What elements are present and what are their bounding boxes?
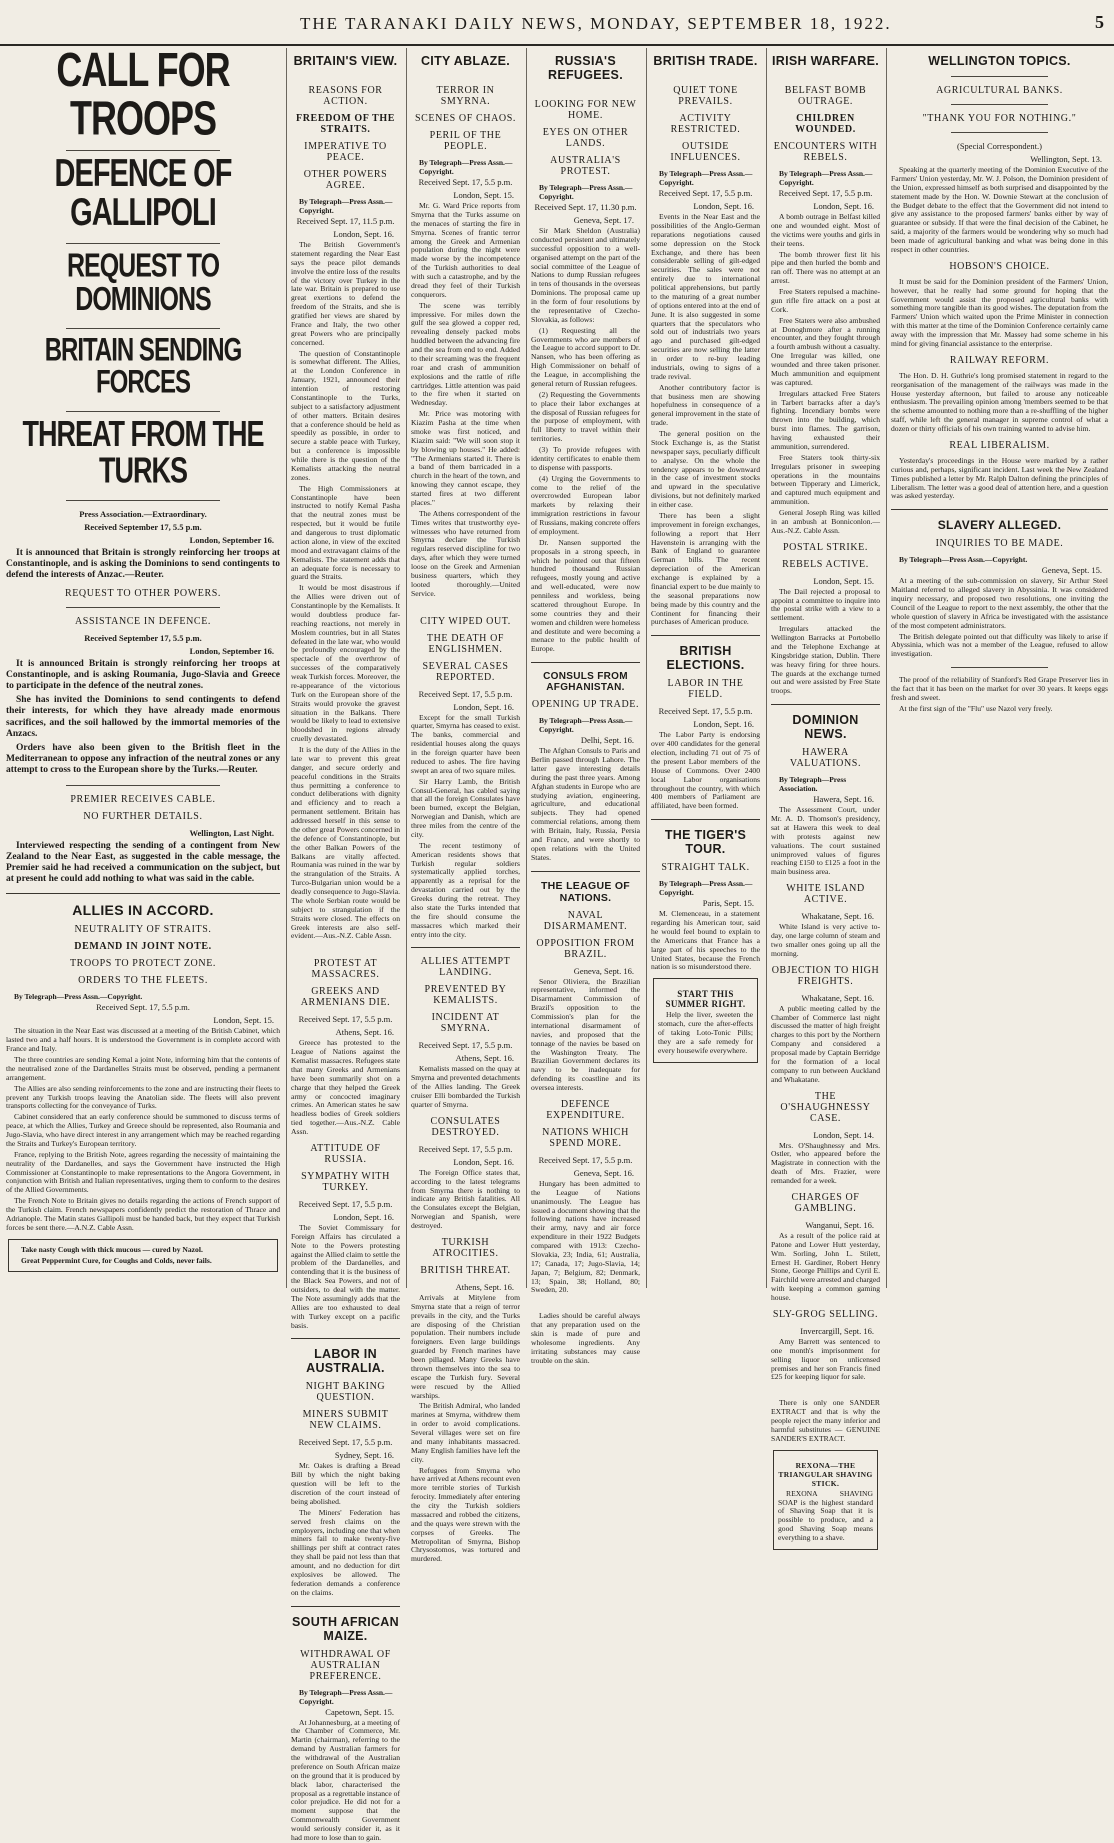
article-paragraph: Free Staters took thirty-six Irregulars prisoner in sweeping operations in the mountains between Tipperary and Limerick, and captured much equipment and ammunition. — [771, 452, 880, 507]
column-4 — [526, 48, 644, 1365]
article-paragraph: It would be most disastrous if the Allies were driven out of Constantinople by the Kemalists. It would doubtless produce far-reaching reactions, not merely in Moslem countries, but in all States defeated in the late war, who would be profoundly encouraged by the spectacle of the overthrow of successes of the comparatively weak Turkish forces. Moreover, the re-appearance of the victorious Turk on the European shore of the Straits would provoke the gravest situation in the Balkans. There would be likely to lead to extensive bloodshed in regions already cruelly devastated. — [291, 583, 400, 744]
subheading: THE O'SHAUGHNESSY CASE. — [780, 1090, 871, 1124]
subheading: ALLIES ATTEMPT LANDING. — [420, 956, 511, 979]
divider — [66, 411, 220, 412]
divider — [951, 104, 1048, 105]
article-paragraph: Mr. G. Ward Price reports from Smyrna that the Turks assume on the menaces of starting the fire in Smyrna. Scenes of frantic terror among the Greek and Armenian population during the night were made worse by the incompetence of the Turkish authorities to deal with such a catastrophe, and by the dread they feel of their Turkish conquerors. — [411, 201, 520, 299]
article-paragraph: The situation in the Near East was discussed at a meeting of the British Cabinet, which lasted two and a half hours. It is understood the Government is in complete accord with France and Italy. — [6, 1026, 280, 1054]
dateline: London, Sept. 16. — [693, 201, 754, 211]
section-heading: SLAVERY ALLEGED. — [937, 518, 1062, 533]
advertisement — [653, 978, 758, 1062]
byline: By Telegraph—Press Assn.—Copyright. — [659, 169, 753, 187]
subheading: OPPOSITION FROM BRAZIL. — [536, 937, 635, 960]
advertisement-text: At the first sign of the "Flu" use Nazol very freely. — [899, 703, 1053, 713]
article-paragraph: The Labor Party is endorsing over 400 candidates for the general election, including 71 out of 75 of the present Labor members of the House of Commons. Over 2400 local Labor organisations throughout the country, with which 400 members of Parliament are affiliated, have been formed. — [651, 730, 760, 811]
article-paragraph: Mrs. O'Shaughnessy and Mrs. Ostler, who appeared before the Magistrate in connection with the death of Mrs. Frazier, were remanded for a week. — [771, 1140, 880, 1185]
received-time: Received Sept. 17, 5.5 p.m. — [418, 1143, 513, 1154]
subheading: NAVAL DISARMAMENT. — [543, 909, 628, 932]
received-time: Received Sept. 17, 5.5 p.m. — [96, 1002, 190, 1013]
divider — [66, 243, 220, 244]
received-time: Received Sept. 17, 5.5 p.m. — [298, 1198, 393, 1209]
article-paragraph: The Miners' Federation has served fresh claims on the employers, including one that when miners fail to make twenty-five shillings per shift at contract rates they shall be paid not less than that amount, and no deduction for dirt explosives be allowed. The federation demands a conference on the claims. — [291, 1507, 400, 1597]
article-paragraph: The British Government's statement regarding the Near East says the peace pilot demands involve the entire loss of the results of the victory over Turkey in the late war. Britain is prepared to use great exertions to defend the freedom of the Straits, and she is gratified her views are shared by France and Italy, the two other great Powers who are principally concerned. — [291, 240, 400, 347]
subheading: QUIET TONE PREVAILS. — [673, 85, 738, 107]
dateline: Delhi, Sept. 16. — [580, 735, 634, 746]
dateline: Wellington, Last Night. — [189, 827, 274, 838]
section-heading: SOUTH AFRICAN MAIZE. — [292, 1614, 399, 1643]
received-time: Received Sept. 17, 5.5 p.m. — [658, 706, 753, 717]
subheading: DEMAND IN JOINT NOTE. — [74, 941, 212, 953]
byline: By Telegraph—Press Assn.—Copyright. — [299, 197, 393, 215]
divider — [771, 704, 880, 705]
article-paragraph: It is the duty of the Allies in the late war to prevent this great danger, and secure orderly and peaceful conditions in the Straits thus permitting a conference to conduct deliberations with dignity and efficiency and to reach a permanent settlement. Britain has addressed herself in this sense to the other great Powers concerned in the defence of Constantinople, but the other Balkan Powers of the Balkans are vitally affected. Roumania was ruined in the war by the strangulation of the Straits. A Turco-Bulgarian union would be a deadly consequence to Jugo-Slavia. The whole Serbian route would be subject to strangulation if the Straits were closed. The effects on Greek interests are also self-evident.—Aus.-N.Z. Cable Assn. — [291, 745, 401, 941]
byline: (Special Correspondent.) — [957, 141, 1042, 151]
article-paragraph: It is announced that Britain is strongly reinforcing her troops at Constantinople, and is asking the Dominions to send contingents to defend the interests of Anzac.—Reuter. — [6, 548, 280, 581]
divider — [951, 667, 1048, 668]
article-paragraph: Irregulars attacked the Wellington Barracks at Portobello and the Telephone Exchange at Kingsbridge station, Dublin. There was heavy firing for three hours. The guards at the exchange turned out and were assisted by Free State troops. — [771, 624, 880, 696]
article-paragraph: France, replying to the British Note, agrees regarding the necessity of maintaining the neutrality of the Dardanelles, and says the Government have instructed the High Commissioner at Constantinople to make representations to the Angora Government, in conjunction with British and Italian representatives, urging them to conform to the desires of the Allied Governments. — [6, 1149, 280, 1195]
article-paragraph: Except for the small Turkish quarter, Smyrna has ceased to exist. The banks, commercial and residential houses along the quays in the foreign quarter have been reduced to ashes. The fire having swept an area of two square miles. — [411, 712, 520, 775]
dateline: Whakatane, Sept. 16. — [801, 911, 874, 922]
section-heading: ALLIES IN ACCORD. — [72, 902, 214, 919]
section-heading: LABOR IN AUSTRALIA. — [306, 1347, 385, 1376]
article-paragraph: The scene was terribly impressive. For miles down the gulf the sea glowed a copper red, revealing densely packed mobs huddled between the advancing fire and the sea from end to end. Added to their screaming was the frequent roar and crash of ammunition explosions and the rattle of rifle cartridges. Little attention was paid to the fire when it started on Wednesday. — [411, 300, 520, 408]
subheading: OBJECTION TO HIGH FREIGHTS. — [771, 964, 880, 987]
subheading: IMPERATIVE TO PEACE. — [304, 141, 387, 163]
dateline: Geneva, Sept. 17. — [573, 215, 634, 225]
subheading: WITHDRAWAL OF AUSTRALIAN PREFERENCE. — [300, 1648, 391, 1682]
divider — [66, 785, 220, 786]
section-heading: CONSULS FROM AFGHANISTAN. — [543, 671, 628, 694]
subheading: BELFAST BOMB OUTRAGE. — [784, 85, 867, 107]
article-paragraph: The Hon. D. H. Guthrie's long promised statement in regard to the reorganisation of the management of the railways was made in the House yesterday afternoon, but failed to arouse any noticeable enthusiasm. The prevailing opinion among 'members seemed to be that the scheme amounted to nothing more than a re-shuffling of the higher staff, while left the general manager in supreme control of what a dozen or thirty officials of his own training wanted to advise him. — [891, 370, 1108, 433]
article-paragraph: There has been a slight improvement in foreign exchanges, following a report that Herr Havenstein is arranging with the Bank of England to guarantee German bills. The recent depreciation of the American exchange is explained by a financial expert to be due mainly to the seasonal preparations now being made by this country and the Continent for financing their purchases of American produce. — [651, 510, 760, 627]
subheading: NO FURTHER DETAILS. — [83, 810, 203, 822]
column-headline: BRITISH TRADE. — [653, 54, 758, 68]
article-paragraph: (3) To provide refugees with identity certificates to enable them to dispense with passports. — [531, 445, 640, 472]
subheading: MINERS SUBMIT NEW CLAIMS. — [302, 1409, 389, 1432]
dateline: Athens, Sept. 16. — [455, 1281, 514, 1292]
article-paragraph: The Athens correspondent of the Times writes that trustworthy eye-witnesses who have returned from Smyrna declare the Turkish regulars reserved discipline for two days, after which they were turned loose on the Greek and Armenian business quarters, which they looted thoroughly.—United Service. — [411, 508, 520, 598]
divider — [651, 819, 760, 820]
subheading: THE DEATH OF ENGLISHMEN. — [426, 632, 505, 655]
article-paragraph: White Island is very active to-day, one large column of steam and two smaller ones going up all the morning. — [771, 922, 880, 958]
subheading: POSTAL STRIKE. — [782, 541, 868, 553]
divider — [951, 132, 1048, 133]
article-paragraph: Another contributory factor is that business men are showing hopefulness in consequence of a general improvement in the state of trade. — [651, 382, 760, 428]
article-paragraph: The High Commissioners at Constantinople have been instructed to notify Kemal Pasha that the neutral zones must be respected, but it would be futile and dangerous to trust diplomatic action alone, in view of the excited mood and extravagant claims of the Kemalists. The statement adds that an adequate force is necessary to guard the Straits. — [291, 483, 400, 582]
advertisement-text: Take nasty Cough with thick mucous — cured by Nazol. — [21, 1244, 203, 1254]
dateline: London, Sept. 16. — [453, 1156, 514, 1167]
subheading: ACTIVITY RESTRICTED. — [670, 113, 741, 135]
headline-threat-from-turks: THREAT FROM THE TURKS — [22, 413, 264, 491]
article-paragraph: Amy Barrett was sentenced to one month's imprisonment for selling liquor on unlicensed premises and her son Francis fined £25 for keeping liquor for sale. — [771, 1336, 880, 1382]
dateline: Geneva, Sept. 16. — [573, 1167, 634, 1178]
article-paragraph: The French Note to Britain gives no details regarding the actions of French support of the Turkish claim. French newspapers confidently predict the restoration of Thrace and Adrianople. The Matin states Gallipoli must be handed back, but they expect that Turkish forces be sent there.—A.N.Z. Cable Assn. — [6, 1196, 280, 1232]
byline: Press Association.—Extraordinary. — [79, 509, 207, 519]
dateline: Wellington, Sept. 13. — [1030, 154, 1102, 164]
dateline: Whakatane, Sept. 16. — [801, 992, 874, 1003]
article-paragraph: At a meeting of the sub-commission on slavery, Sir Arthur Steel Maitland referred to alleged slavery in Abyssinia. It was considered inquiry necessary, and proposed two resolutions, one inviting the Council of the League to report to the next assembly, the other that the whole question of slavery in Africa be investigated with the assistance of the most competent administrators. — [891, 576, 1108, 630]
column-3 — [406, 48, 524, 1564]
section-heading: THE TIGER'S TOUR. — [664, 828, 747, 857]
byline: By Telegraph—Press Assn.—Copyright. — [14, 992, 143, 1002]
divider — [411, 947, 520, 948]
divider — [951, 76, 1048, 77]
article-paragraph: Arrivals at Mitylene from Smyrna state that a reign of terror prevails in the city, and the Turks are disposing of the Christian population. Their numbers include foreigners. Even large buildings guarded by French marines have been pillaged. Many Greeks have thrown themselves into the sea to escape the Turkish fury. Several were rescued by the Allied warships. — [411, 1292, 520, 1400]
article-paragraph: At Johannesburg, at a meeting of the Chamber of Commerce, Mr. Martin (chairman), referring to the demand by Australian farmers for the withdrawal of the Australian preference on South African maize on the ground that it is produced by black labor, characterised the proposal as a regrettable instance of color prejudice. He did not for a moment suppose that the Commonwealth Government would seriously consider it, as it had more to lose than to gain. — [291, 1717, 401, 1842]
subheading: INQUIRIES TO BE MADE. — [935, 538, 1064, 550]
received-time: Received Sept. 17, 5.5 p.m. — [298, 1437, 393, 1448]
subheading: INCIDENT AT SMYRNA. — [431, 1012, 500, 1035]
article-paragraph: The question of Constantinople is somewhat different. The Allies, at the London Conference in January, 1921, announced their intention of restoring Constantinople to the Turks, subject to a satisfactory adjustment of other matters. Britain desires that a conference should be held as speedily as possible, in order to secure a stable peace with Turkey, but a conference is impossible while there is the question of the Kemalists attacking the neutral zones. — [291, 348, 400, 482]
subheading: AGRICULTURAL BANKS. — [936, 85, 1063, 96]
subheading: FREEDOM OF THE STRAITS. — [296, 113, 395, 135]
dateline: London, September 16. — [189, 535, 274, 545]
article-paragraph: Free Staters repulsed a machine-gun rifle fire attack on a post at Cork. — [771, 287, 880, 314]
article-paragraph: The recent testimony of American residents shows that Turkish regular soldiers systematically applied torches, apparently as a reprisal for the devastation carried out by the Greeks during the retreat. They also state the Turks intended that the fire should consume the massacres which marked their entry into the city. — [411, 840, 520, 939]
column-6 — [766, 48, 884, 1542]
subheading: OTHER POWERS AGREE. — [303, 169, 388, 191]
subheading: PREMIER RECEIVES CABLE. — [70, 793, 216, 805]
article-paragraph: Mr. Oakes is drafting a Bread Bill by which the night baking question will be left to the discretion of the court instead of being abolished. — [291, 1461, 400, 1506]
article-paragraph: The British delegate pointed out that difficulty was likely to arise if Abyssinia, which was not a member of the League, refused to allow investigation. — [891, 631, 1108, 659]
subheading: CHARGES OF GAMBLING. — [791, 1191, 860, 1214]
byline: By Telegraph—Press Assn.—Copyright. — [419, 158, 513, 176]
column-headline: WELLINGTON TOPICS. — [928, 54, 1071, 68]
dateline: London, Sept. 15. — [813, 575, 874, 586]
advertisement-text: The proof of the reliability of Stanford's Red Grape Preserver lies in the fact that it has been on the market for over 30 years. It keeps eggs fresh and sweet. — [891, 675, 1108, 702]
subheading: RAILWAY REFORM. — [949, 354, 1050, 366]
article-paragraph: The general position on the Stock Exchange is, as the Statist newspaper says, peculiarly difficult to analyse. On the whole the tendency appears to be downward in the case of investment stocks and upward in the speculative divisions, but not definitely marked in either case. — [651, 429, 760, 509]
article-paragraph: Events in the Near East and the possibilities of the Anglo-German reparations negotiations caused some depression on the Stock Exchange, and there has been considerable selling of gilt-edged securities. The sales were not entirely due to international political apprehensions, but partly to the maturing of a great number of options entered into at the end of June. It is also suggested in some quarters that the speculators who sold out of industrials two years ago and purchased gilt-edged securities are now selling the latter in order to re-buy leading industrials, owing to signs of a trade revival. — [651, 212, 760, 381]
divider — [531, 871, 640, 872]
article-paragraph: Orders have also been given to the British fleet in the Mediterranean to oppose any infraction of the neutral zones or any attempt to cross to the European shore by the Turks.—Reuter. — [6, 743, 280, 776]
article-paragraph: (2) Requesting the Governments to place their labor exchanges at the disposal of Russian refugees for the purpose of employment, with full liberty to travel within their territories. — [531, 389, 640, 444]
column-1 — [2, 41, 284, 1288]
advertisement-heading: REXONA—THE TRIANGULAR SHAVING STICK. — [778, 1460, 873, 1488]
article-paragraph: Refugees from Smyrna who have arrived at Athens recount even more terrible stories of Turkish ferocity. Immediately after entering the city the Turkish soldiers massacred and robbed the citizens, and the quays were strewn with the corpses of Greeks. The Metropolitan of Smyrna, Bishop Chrysostomos, was tortured and murdered. — [411, 1465, 521, 1564]
subheading: ENCOUNTERS WITH REBELS. — [773, 141, 878, 163]
article-paragraph: The Dail rejected a proposal to appoint a committee to inquire into the postal strike with a view to a settlement. — [771, 586, 880, 623]
divider — [66, 328, 220, 329]
subheading: LABOR IN THE FIELD. — [667, 678, 744, 701]
dateline: London, Sept. 15. — [213, 1015, 274, 1026]
divider — [66, 150, 220, 151]
dateline: Geneva, Sept. 16. — [573, 965, 634, 976]
divider — [891, 509, 1108, 510]
article-paragraph: Mr. Price was motoring with Kiazim Pasha at the time when smoke was first noticed, and Kiazim said: "We will soon stop it by blowing up houses." He added: "The Armenians started it. There is a band of them barricaded in a church in the heart of the town, and knowing they cannot escape, they started fires at two different places." — [411, 409, 520, 507]
byline: By Telegraph—Press Assn.—Copyright. — [539, 716, 633, 735]
article-paragraph: Yesterday's proceedings in the House were marked by a rather curious and, perhaps, significant incident. Last week the New Zealand Times published a letter by Mr. Ralph Dalton defining the principles of Liberalism. The letter was a good deal of attention here, and a question was asked yesterday. — [891, 455, 1108, 501]
article-paragraph: As a result of the police raid at Patone and Lower Hutt yesterday, Wm. Sorling, John L. Stilett, Ernest H. Gardiner, Robert Henry Stone, George Phillips and Cyril E. Fairchild were arrested and charged with keeping a common gaming house. — [771, 1230, 880, 1302]
divider — [66, 607, 220, 608]
article-paragraph: Cabinet considered that an early conference should be summoned to discuss terms of peace, at which the Allies, Turkey and Greece should be represented, also Roumania and Jugo-Slavia, who have direct interest in any arrangement which may be reached regarding the Straits and Turkey's European territory. — [6, 1112, 280, 1148]
advertisement — [773, 1450, 878, 1550]
advertisement-heading: START THIS SUMMER RIGHT. — [665, 989, 746, 1010]
subheading: SCENES OF CHAOS. — [414, 113, 516, 124]
subheading: NEUTRALITY OF STRAITS. — [74, 924, 212, 936]
subheading: CITY WIPED OUT. — [420, 615, 511, 627]
subheading: HOBSON'S CHOICE. — [949, 260, 1050, 272]
dateline: London, Sept. 16. — [693, 719, 754, 730]
byline: By Telegraph—Press Assn.—Copyright. — [899, 555, 1028, 565]
subheading: REAL LIBERALISM. — [949, 439, 1050, 451]
subheading: OUTSIDE INFLUENCES. — [670, 141, 741, 163]
article-paragraph: (1) Requesting all the Governments who are members of the League to accord support to Dr. Nansen, who has been offering as High Commissioner on behalf of the League, in accomplishing the general return of Russian refugees. — [531, 325, 640, 388]
received-time: Received September 17, 5.5 p.m. — [84, 632, 202, 643]
subheading: STRAIGHT TALK. — [661, 862, 750, 874]
column-2 — [286, 48, 404, 1842]
headline-britain-sending-forces: BRITAIN SENDING FORCES — [44, 331, 242, 401]
subheading: ATTITUDE OF RUSSIA. — [310, 1142, 381, 1165]
section-heading: DOMINION NEWS. — [792, 713, 859, 742]
divider — [6, 893, 280, 894]
masthead — [0, 0, 1114, 46]
dateline: Paris, Sept. 15. — [702, 898, 754, 909]
dateline: Athens, Sept. 16. — [335, 1027, 394, 1038]
byline: By Telegraph—Press Assn.—Copyright. — [539, 183, 633, 201]
subheading: REBELS ACTIVE. — [782, 558, 869, 570]
subheading: OPENING UP TRADE. — [531, 699, 640, 711]
article-paragraph: A bomb outrage in Belfast killed one and wounded eight. Most of the victims were youths and girls in their teens. — [771, 212, 880, 248]
article-paragraph: Irregulars attacked Free Staters in Tarbert barracks after a day's fighting. Incendiary bombs were thrown into the building, which burst into flames. The garrison, having exhausted their ammunition, surrendered. — [771, 388, 880, 451]
page-number: 5 — [1095, 12, 1104, 32]
divider — [291, 1606, 400, 1607]
dateline: Geneva, Sept. 15. — [1041, 565, 1102, 576]
article-paragraph: (4) Urging the Governments to come to the relief of the overcrowded European labor markets by relaxing their immigration restrictions in favour of Russians, making concrete offers of employment. — [531, 473, 640, 536]
received-time: Received September 17, 5.5 p.m. — [84, 522, 202, 532]
article-paragraph: A public meeting called by the Chamber of Commerce last night discussed the matter of high freight charges to this port by the Northern Company and considered a proposal made by Captain Berridge for the formation of a local company to run between Auckland and Whakatane. — [771, 1003, 880, 1084]
subheading: ASSISTANCE IN DEFENCE. — [74, 615, 212, 627]
advertisement — [8, 1239, 278, 1273]
subheading: REASONS FOR ACTION. — [308, 85, 383, 107]
dateline: London, Sept. 16. — [813, 201, 874, 211]
received-time: Received Sept. 17, 5.5 p.m. — [418, 688, 513, 699]
article-paragraph: Interviewed respecting the sending of a contingent from New Zealand to the Near East, as suggested in the cable message, the Premier said he had received a communication on the subject, but at present he could add nothing to what was said in the cable. — [6, 840, 280, 885]
dateline: London, Sept. 14. — [813, 1129, 874, 1140]
subheading: AUSTRALIA'S PROTEST. — [550, 155, 621, 177]
received-time: Received Sept. 17, 5.5 p.m. — [418, 1040, 513, 1051]
subheading: DEFENCE EXPENDITURE. — [546, 1098, 625, 1121]
subheading: GREEKS AND ARMENIANS DIE. — [300, 986, 391, 1009]
section-heading: THE LEAGUE OF NATIONS. — [540, 879, 631, 904]
subheading: TERROR IN SMYRNA. — [436, 85, 495, 107]
dateline: Invercargill, Sept. 16. — [800, 1325, 874, 1336]
column-headline: RUSSIA'S REFUGEES. — [548, 54, 623, 82]
subheading: PROTEST AT MASSACRES. — [311, 958, 380, 981]
column-headline: BRITAIN'S VIEW. — [293, 54, 398, 68]
subheading: TROOPS TO PROTECT ZONE. — [69, 958, 217, 970]
headline-request-to-dominions: REQUEST TO DOMINIONS — [66, 246, 220, 319]
subheading: NIGHT BAKING QUESTION. — [305, 1381, 386, 1404]
advertisement-text: Help the liver, sweeten the stomach, cure the after-effects of taking Loto-Tonic Pills; they are a safe remedy for every housewife everywhere. — [658, 1010, 753, 1055]
dateline: Hawera, Sept. 16. — [813, 794, 874, 805]
article-paragraph: Hungary has been admitted to the League of Nations unanimously. The League has issued a document showing that the following nations have increased their army, navy and air force expenditure in their 1922 Budgets compared with 1913: Czecho-Slovakia, 23; India, 61; Australia, 17; Canada, 17; Jugo-Slavia, 14; Japan, 7; Belgium, 82; Denmark, 13; Spain, 38; Holland, 80; Sweden, 20. — [531, 1178, 640, 1295]
subheading: TURKISH ATROCITIES. — [432, 1236, 499, 1259]
column-7 — [886, 48, 1112, 1288]
received-time: Received Sept. 17, 5.5 p.m. — [658, 188, 753, 198]
article-paragraph: Sir Mark Sheldon (Australia) conducted persistent and ultimately successful opposition to a well-organised attempt on the part of the social committee of the League of Nations to dump Russian refugees in tens of thousands in the overseas Dominions. The proposal came up in the form of four resolutions by the representative of Czecho-Slovakia, as follows: — [531, 226, 640, 324]
dateline: London, September 16. — [189, 645, 274, 656]
headline-call-for-troops: CALL FOR TROOPS — [56, 41, 230, 146]
dateline: London, Sept. 16. — [453, 701, 514, 712]
received-time: Received Sept. 17, 5.5 p.m. — [298, 1014, 393, 1025]
column-headline: IRISH WARFARE. — [772, 54, 879, 68]
column-5 — [646, 48, 764, 1288]
article-paragraph: Kemalists massed on the quay at Smyrna and prevented detachments of the Allies landing. The Greek cruiser Elli bombarded the Turkish quarter of Smyrna. — [411, 1064, 520, 1109]
subheading: SYMPATHY WITH TURKEY. — [301, 1170, 390, 1193]
article-paragraph: Sir Harry Lamb, the British Consul-General, has cabled saying that all the foreign Consulates have been burned, except the Belgian, Norwegian and Danish, which are three miles from the centre of the city. — [411, 776, 520, 839]
article-paragraph: Ladies should be careful always that any preparation used on the skin is made of pure and wholesome ingredients. Any irritating substances may cause trouble on the skin. — [531, 1311, 640, 1365]
article-paragraph: Speaking at the quarterly meeting of the Dominion Executive of the Farmers' Union yesterday, Mr. W. J. Polson, the Dominion president of the Union, expressed himself as both surprised and disappointed by the statement made by the Hon. W. Downie Stewart at the conclusion of the Budget debate to the effect that the Government did not intend to give any assistance to the proposed farmers' banks either by way of guarantee or subsidy. If that were the final decision of the Cabinet, he said, a majority of the farmers would be wondering why so much had been made of agricultural banking and what was being done in this respect in other countries. — [891, 165, 1108, 254]
subheading: BRITISH THREAT. — [420, 1264, 511, 1276]
received-time: Received Sept. 17, 5.5 p.m. — [418, 177, 513, 187]
article-paragraph: M. Clemenceau, in a statement regarding his American tour, said he would feel bound to explain to the Americans that France has a large part of his speeches to the United States, because the French nation is so misunderstood there. — [651, 909, 760, 972]
article-paragraph: The bomb thrower first lit his pipe and then hurled the bomb and ran off. There was no attempt at an arrest. — [771, 249, 880, 286]
subheading: EYES ON OTHER LANDS. — [542, 127, 629, 149]
dateline: London, Sept. 15. — [453, 190, 514, 200]
advertisement-text: REXONA SHAVING SOAP is the highest standard of Shaving Soap that it is possible to produce, and a good Shaving Soap means everything to a shave. — [778, 1488, 873, 1542]
dateline: Capetown, Sept. 15. — [325, 1706, 394, 1717]
dateline: London, Sept. 16. — [333, 229, 394, 239]
subheading: WHITE ISLAND ACTIVE. — [786, 883, 865, 906]
newspaper-title: THE TARANAKI DAILY NEWS, MONDAY, SEPTEMBER 18, 1922. — [300, 14, 892, 33]
subheading: SLY-GROG SELLING. — [772, 1308, 879, 1320]
received-time: Received Sept. 17, 11.5 p.m. — [296, 216, 395, 226]
article-paragraph: General Joseph Ring was killed in an ambush at Bonniconlon.—Aus.-N.Z. Cable Assn. — [771, 508, 880, 535]
byline: By Telegraph—Press Assn.—Copyright. — [659, 879, 753, 898]
dateline: Sydney, Sept. 16. — [334, 1450, 394, 1461]
subheading: LOOKING FOR NEW HOME. — [534, 99, 637, 121]
subheading: NATIONS WHICH SPEND MORE. — [542, 1126, 629, 1149]
subheading: PERIL OF THE PEOPLE. — [429, 130, 502, 152]
subheading: CONSULATES DESTROYED. — [430, 1115, 501, 1138]
article-paragraph: The Foreign Office states that, according to the latest telegrams from Smyrna there is nothing to indicate any British fatalities. All the Consulates except the Belgian, Norwegian and Spanish, were destroyed. — [411, 1167, 520, 1230]
subheading: ORDERS TO THE FLEETS. — [78, 975, 208, 987]
dateline: London, Sept. 16. — [333, 1211, 394, 1222]
article-paragraph: Greece has protested to the League of Nations against the Kemalist massacres. Refugees state that many Greeks and Armenians have been summarily shot on a charge that they helped the Greek army or concocted imaginary crimes. An American states he saw headless bodies of Greek soldiers tied together.—Aus.-N.Z. Cable Assn. — [291, 1038, 400, 1136]
divider — [291, 1338, 400, 1339]
article-paragraph: Senor Oliviera, the Brazilian representative, informed the Disarmament Commission of Brazil's opposition to the Commission's plan for the international disarmament of navies, and proposed that the tonnage of the navies be based on the Washington Treaty. The Brazilian Government declares its navy to be inadequate for defending its coastline and its oversea interests. — [531, 976, 640, 1092]
subheading: PREVENTED BY KEMALISTS. — [424, 984, 507, 1007]
article-paragraph: The Assessment Court, under Mr. A. D. Thomson's presidency, sat at Hawera this week to deal with protests against new valuations. The court sustained unimproved values of figures reaching £150 to £125 a foot in the main business area. — [771, 805, 880, 877]
divider — [651, 635, 760, 636]
article-paragraph: The three countries are sending Kemal a joint Note, informing him that the contents of the neutralised zone of the Dardanelles Straits must be observed, pending a permanent arrangement. — [6, 1055, 280, 1082]
article-paragraph: It is announced Britain is strongly reinforcing her troops at Constantinople, and is asking Roumania, Jugo-Slavia and Greece to participate in the defence of the neutral zones. — [6, 658, 280, 692]
byline: By Telegraph—Press Assn.—Copyright. — [779, 169, 873, 187]
article-paragraph: The Allies are also sending reinforcements to the zone and are instructing their fleets to prevent any Turkish troops leaving the Anatolian side. The fleets will also prevent transports collecting for the conveyance of Turks. — [6, 1083, 280, 1111]
subheading: "THANK YOU FOR NOTHING." — [922, 113, 1077, 124]
subheading: CHILDREN WOUNDED. — [795, 113, 856, 135]
subheading: REQUEST TO OTHER POWERS. — [64, 587, 222, 599]
dateline: Wanganui, Sept. 16. — [805, 1219, 874, 1230]
divider — [66, 500, 220, 501]
column-headline: CITY ABLAZE. — [420, 54, 511, 68]
received-time: Received Sept. 17, 5.5 p.m. — [538, 1154, 633, 1165]
advertisement-text: Great Peppermint Cure, for Coughs and Colds, never fails. — [21, 1255, 212, 1265]
byline: By Telegraph—Press Assn.—Copyright. — [299, 1687, 393, 1706]
article-paragraph: She has invited the Dominions to send contingents to defend their interests, for which they have already made enormous sacrifices, and the soil hallowed by the immortal memories of the Anzacs. — [6, 695, 280, 739]
headline-defence-of-gallipoli: DEFENCE OF GALLIPOLI — [54, 152, 232, 235]
section-heading: BRITISH ELECTIONS. — [666, 644, 745, 673]
divider — [531, 662, 640, 663]
article-paragraph: The British Admiral, who landed marines at Smyrna, withdrew them in order to avoid complications. Several villages were set on fire and many inhabitants massacred. Many English families have left the city. — [411, 1401, 520, 1464]
article-paragraph: Dr. Nansen supported the proposals in a strong speech, in which he pointed out that fifteen hundred thousand Russian refugees, mostly young and active and well-educated, were now penniless and workless, being scattered throughout Europe. In some countries they and their women and children were homeless and destitute and were becoming a menace to the public health of Europe. — [531, 537, 640, 654]
advertisement-text: There is only one SANDER EXTRACT and that is why the people reject the many inferior and harmful substitutes — GENUINE SANDER'S EXTRACT. — [771, 1398, 880, 1443]
subheading: SEVERAL CASES REPORTED. — [422, 660, 509, 683]
byline: By Telegraph—Press Association. — [779, 775, 847, 794]
article-paragraph: It must be said for the Dominion president of the Farmers' Union, however, that he really had some ground for hoping that the Government would assist the proposed agricultural banks with something more tangible than its good wishes. The deputation from the Farmers' Union which waited upon the Prime Minister in connection with this matter at the time of the Dominion Conference certainly came away with the impression that Mr. Massey had some scheme in his mind for giving financial assistance to the enterprise. — [891, 276, 1108, 348]
article-paragraph: Free Staters were also ambushed at Donoghmore after a running encounter, and they fought through a fourth ambush without a casualty. One Irregular was killed, one wounded and three taken prisoner. Much ammunition and equipment was captured. — [771, 315, 880, 387]
subheading: HAWERA VALUATIONS. — [789, 747, 862, 770]
article-paragraph: The Soviet Commissary for Foreign Affairs has circulated a Note to the Powers protesting against the Allied claim to settle the problem of the Dardanelles, and contending that it is the business of the Black Sea Powers, and not of outsiders, to deal with the matter. The Note assumingly adds that the Allies are too exhausted to deal with Turkey except on a pacific basis. — [291, 1222, 400, 1330]
dateline: Athens, Sept. 16. — [455, 1053, 514, 1064]
received-time: Received Sept. 17, 11.30 p.m. — [534, 202, 637, 212]
received-time: Received Sept. 17, 5.5 p.m. — [778, 188, 873, 198]
article-paragraph: The Afghan Consuls to Paris and Berlin passed through Lahore. The latter gave interesting details during the past three years. Among Afghan students in Europe who are studying aviation, engineering, agriculture, and educational subjects. They had opened commercial relations, among them with Britain, Italy, Russia, Persia and France, and were shortly to open relations with the United States. — [531, 746, 640, 862]
